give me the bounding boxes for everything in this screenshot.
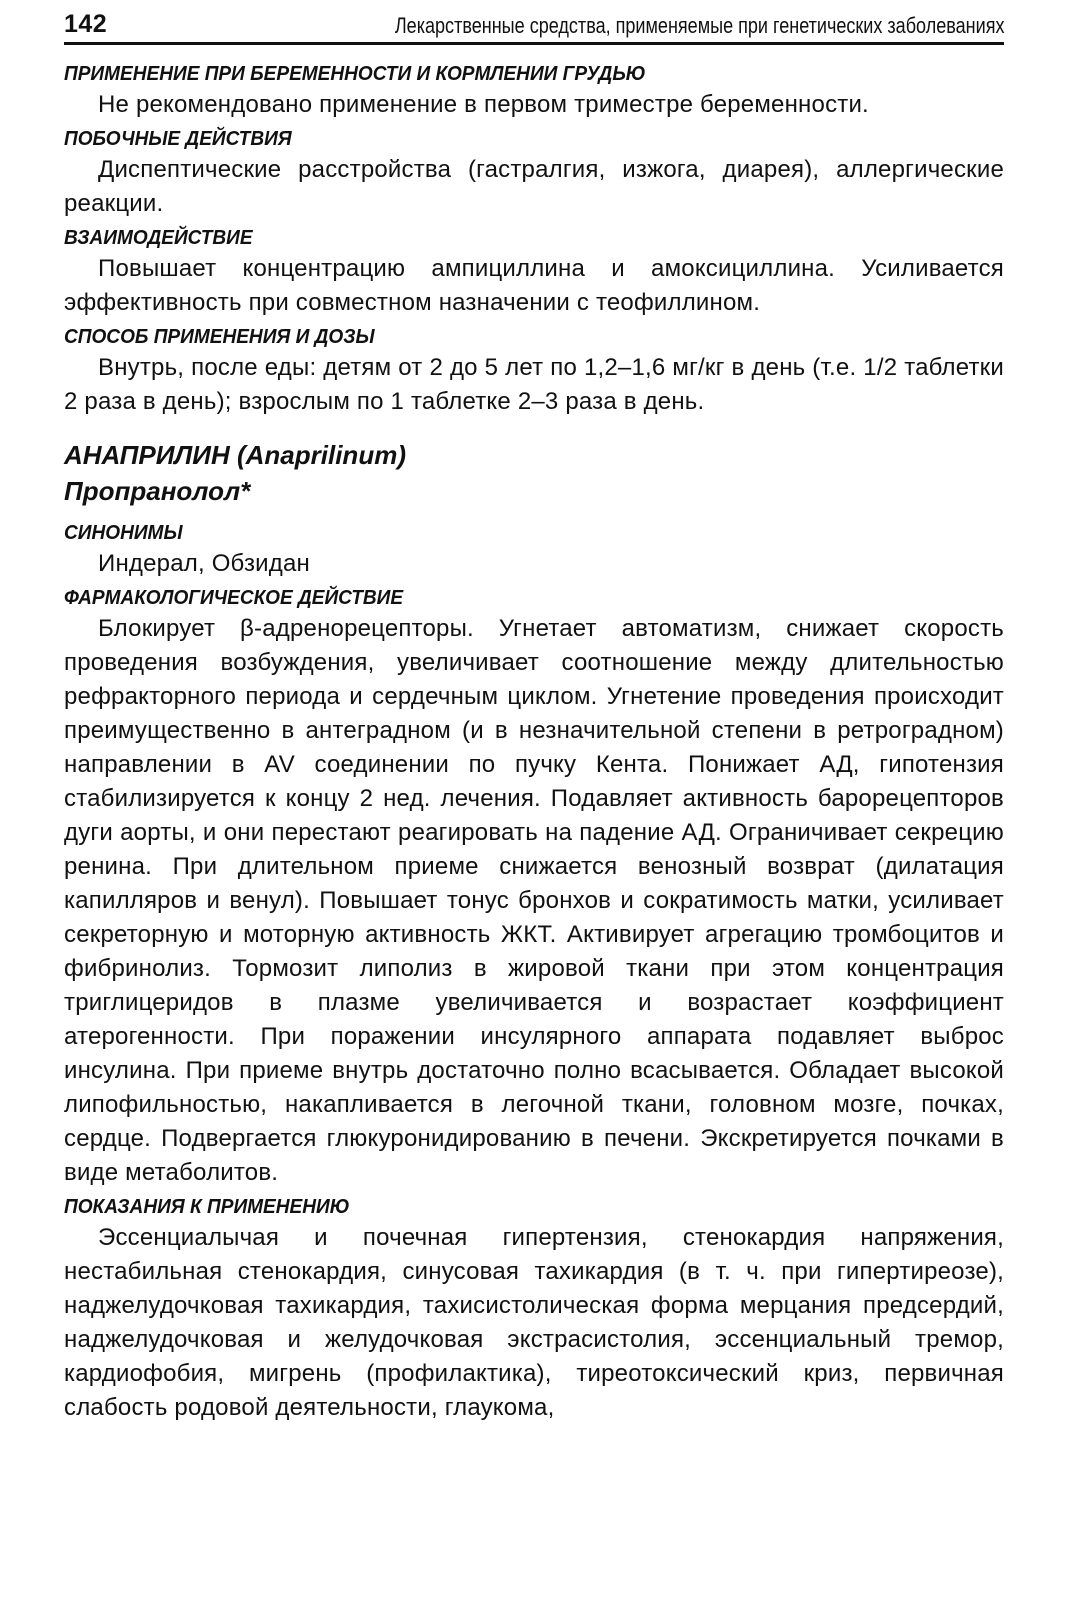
- section-text: Диспептические расстройства (гастралгия, изжога, диарея), аллергические реакции.: [64, 156, 1004, 217]
- section-pregnancy: [64, 60, 1004, 122]
- running-head: Лекарственные средства, применяемые при генетических заболеваниях: [394, 13, 1004, 38]
- page-header: [64, 6, 1004, 45]
- section-heading: ФАРМАКОЛОГИЧЕСКОЕ ДЕЙСТВИЕ: [64, 586, 404, 609]
- section-pharmacology: [64, 584, 1004, 1190]
- drug-entry-title: [64, 437, 1004, 509]
- section-text: Не рекомендовано применение в первом триместре беременности.: [98, 91, 869, 118]
- section-heading: ВЗАИМОДЕЙСТВИЕ: [64, 226, 253, 249]
- section-synonyms: [64, 519, 1004, 581]
- section-indications: [64, 1193, 1004, 1425]
- page-number: 142: [64, 10, 108, 38]
- section-text: Эссенциалычая и почечная гипертензия, стенокардия напряжения, нестабильная стенокардия, синусовая тахикардия (в т. ч. при гипертиреозе), наджелудочковая тахикардия, тахисистолическая форма мерцания предсердий, наджелудочковая и желудочковая экстрасистолия, эссенциальный тремор, кардиофобия, мигрень (профилактика), тиреотоксический криз, первичная слабость родовой деятельности, глаукома,: [64, 1224, 1004, 1421]
- drug-generic-name: Пропранолол*: [64, 476, 251, 506]
- page-content: [64, 60, 1004, 1428]
- section-heading: СИНОНИМЫ: [64, 521, 183, 544]
- section-interactions: [64, 224, 1004, 320]
- section-heading: ПОБОЧНЫЕ ДЕЙСТВИЯ: [64, 127, 292, 150]
- section-text: Индерал, Обзидан: [98, 550, 310, 577]
- section-text: Повышает концентрацию ампициллина и амоксициллина. Усиливается эффективность при совместном назначении с теофиллином.: [64, 255, 1004, 316]
- section-dosage: [64, 323, 1004, 419]
- section-text: Внутрь, после еды: детям от 2 до 5 лет по 1,2–1,6 мг/кг в день (т.е. 1/2 таблетки 2 раза в день); взрослым по 1 таблетке 2–3 раза в день.: [64, 354, 1004, 415]
- section-side-effects: [64, 125, 1004, 221]
- section-heading: ПРИМЕНЕНИЕ ПРИ БЕРЕМЕННОСТИ И КОРМЛЕНИИ ГРУДЬЮ: [64, 62, 646, 85]
- section-heading: ПОКАЗАНИЯ К ПРИМЕНЕНИЮ: [64, 1195, 350, 1218]
- section-text: Блокирует β-адренорецепторы. Угнетает автоматизм, снижает скорость проведения возбуждения, увеличивает соотношение между длительностью рефракторного периода и сердечным циклом. Угнетение проведения происходит преимущественно в антеградном (и в незначительной степени в ретроградном) направлении в AV соединении по пучку Кента. Понижает АД, гипотензия стабилизируется к концу 2 нед. лечения. Подавляет активность барорецепторов дуги аорты, и они перестают реагировать на падение АД. Ограничивает секрецию ренина. При длительном приеме снижается венозный возврат (дилатация капилляров и венул). Повышает тонус бронхов и сократимость матки, усиливает секреторную и моторную активность ЖКТ. Активирует агрегацию тромбоцитов и фибринолиз. Тормозит липолиз в жировой ткани при этом концентрация триглицеридов в плазме увеличивается и возрастает коэффициент атерогенности. При поражении инсулярного аппарата подавляет выброс инсулина. При приеме внутрь достаточно полно всасывается. Обладает высокой липофильностью, накапливается в легочной ткани, головном мозге, почках, сердце. Подвергается глюкуронидированию в печени. Экскретируется почками в виде метаболитов.: [64, 615, 1004, 1186]
- section-heading: СПОСОБ ПРИМЕНЕНИЯ И ДОЗЫ: [64, 325, 375, 348]
- drug-name: АНАПРИЛИН (Anaprilinum): [64, 440, 406, 470]
